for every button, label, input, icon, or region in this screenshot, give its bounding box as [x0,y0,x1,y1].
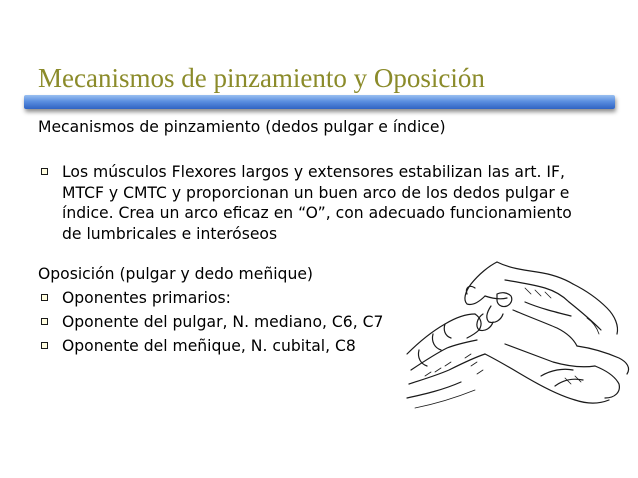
section-heading-pinch: Mecanismos de pinzamiento (dedos pulgar e índice) [38,118,446,136]
paragraph-line: de lumbricales e interóseos [62,224,278,243]
paragraph-line: Los músculos Flexores largos y extensores estabilizan las art. IF, [62,163,565,181]
bullet-text: Oponente del meñique, N. cubital, C8 [62,337,356,355]
section-heading-opposition: Oposición (pulgar y dedo meñique) [38,265,314,283]
opposing-hands-icon [405,258,633,416]
square-bullet-icon [41,318,48,325]
square-bullet-icon [41,168,48,175]
bullet-text: Oponente del pulgar, N. mediano, C6, C7 [62,313,384,331]
paragraph-line: índice. Crea un arco eficaz en “O”, con adecuado funcionamiento [62,204,572,222]
title-underline-bar [24,95,615,109]
paragraph-line: MTCF y CMTC y proporcionan un buen arco de los dedos pulgar e [62,183,570,202]
bullet-paragraph [62,162,602,244]
bullet-text: Oponentes primarios: [62,289,231,307]
slide-title: Mecanismos de pinzamiento y Oposición [38,63,485,93]
square-bullet-icon [41,342,48,349]
square-bullet-icon [41,294,48,301]
